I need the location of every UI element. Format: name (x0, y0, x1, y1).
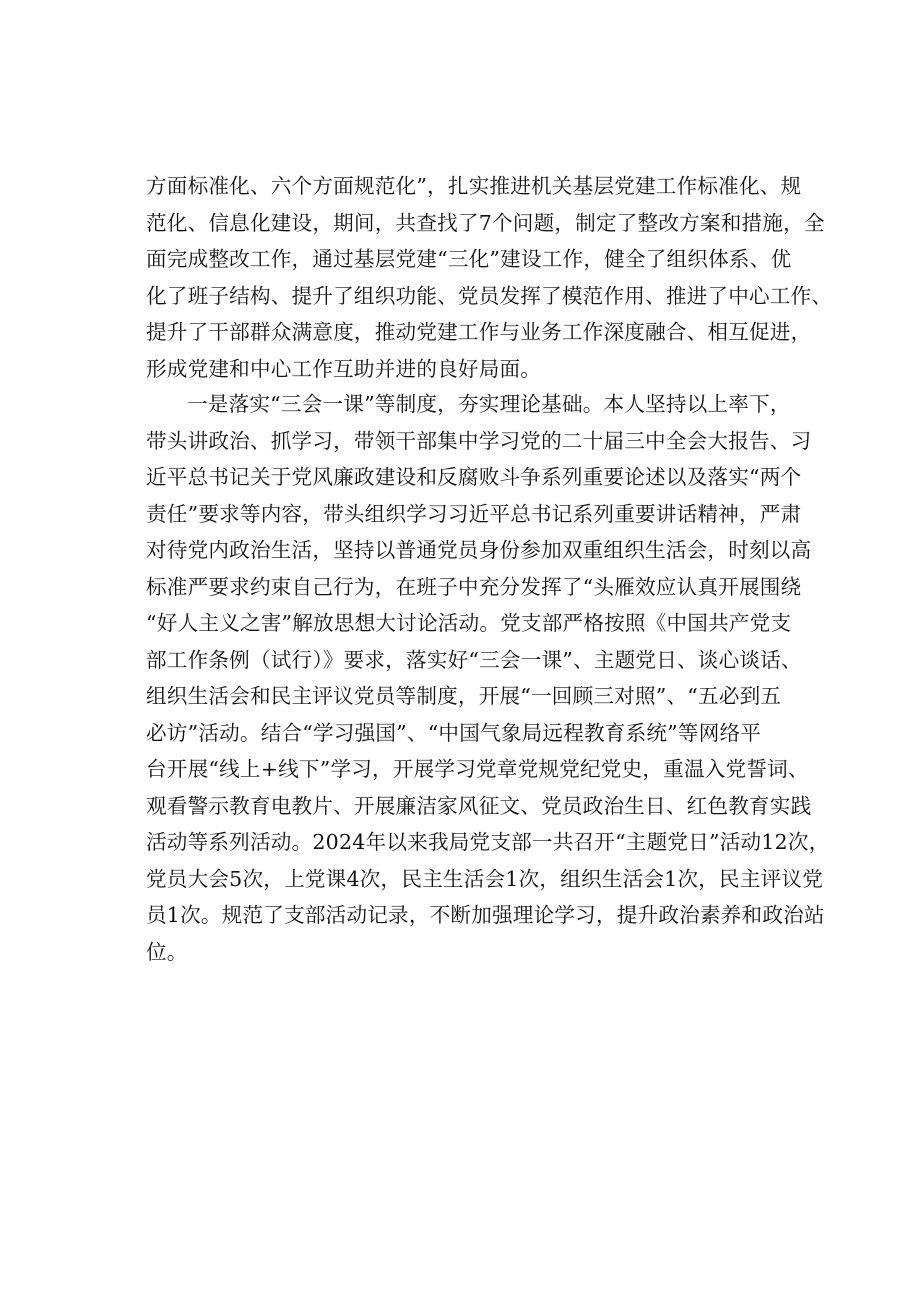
paragraph-line: 部工作条例（试行）》要求，落实好“三会一课”、主题党日、谈心谈话、 (146, 647, 802, 672)
paragraph-line: 面完成整改工作，通过基层党建“三化”建设工作，健全了组织体系、优 (146, 247, 792, 271)
paragraph-line: 形成党建和中心工作互助并进的良好局面。 (146, 356, 542, 381)
paragraph-line: 组织生活会和民主评议党员等制度，开展“一回顾三对照”、“五必到五 (146, 684, 782, 708)
paragraph-line: 化了班子结构、提升了组织功能、党员发挥了模范作用、推进了中心工作、 (146, 283, 833, 308)
paragraph-line: 台开展“线上+线下”学习，开展学习党章党规党纪党史，重温入党誓词、 (146, 757, 809, 781)
paragraph-line: 责任”要求等内容，带头组织学习习近平总书记系列重要讲话精神，严肃 (146, 501, 802, 526)
paragraph-line: 党员大会5次，上党课4次，民主生活会1次，组织生活会1次，民主评议党 (146, 866, 824, 891)
paragraph-line: 提升了干部群众满意度，推动党建工作与业务工作深度融合、相互促进， (146, 320, 812, 344)
paragraph-line: 位。 (146, 939, 188, 964)
paragraph-first-line: 一是落实“三会一课”等制度，夯实理论基础。本人坚持以上率下， (187, 392, 791, 416)
paragraph-line: 员1次。规范了支部活动记录，不断加强理论学习，提升政治素养和政治站 (146, 903, 825, 927)
paragraph-line: 活动等系列活动。2024年以来我局党支部一共召开“主题党日”活动12次， (146, 830, 830, 854)
paragraph-line: 方面标准化、六个方面规范化”，扎实推进机关基层党建工作标准化、规 (146, 174, 802, 198)
paragraph-line: 对待党内政治生活，坚持以普通党员身份参加双重组织生活会，时刻以高 (146, 538, 812, 562)
paragraph-line: 观看警示教育电教片、开展廉洁家风征文、党员政治生日、红色教育实践 (146, 793, 812, 818)
paragraph-line: “好人主义之害”解放思想大讨论活动。党支部严格按照《中国共产党支 (146, 611, 792, 635)
paragraph-2 (146, 386, 830, 970)
paragraph-line: 带头讲政治、抓学习，带领干部集中学习党的二十届三中全会大报告、习 (146, 428, 812, 453)
paragraph-1 (146, 168, 833, 387)
paragraph-line: 范化、信息化建设，期间，共查找了7个问题，制定了整改方案和措施，全 (146, 210, 825, 235)
paragraph-line: 近平总书记关于党风廉政建设和反腐败斗争系列重要论述以及落实“两个 (146, 465, 802, 489)
paragraph-line: 必访”活动。结合“学习强国”、“中国气象局远程教育系统”等网络平 (146, 720, 762, 745)
paragraph-line: 标准严要求约束自己行为，在班子中充分发挥了“头雁效应认真开展围绕 (146, 574, 802, 599)
